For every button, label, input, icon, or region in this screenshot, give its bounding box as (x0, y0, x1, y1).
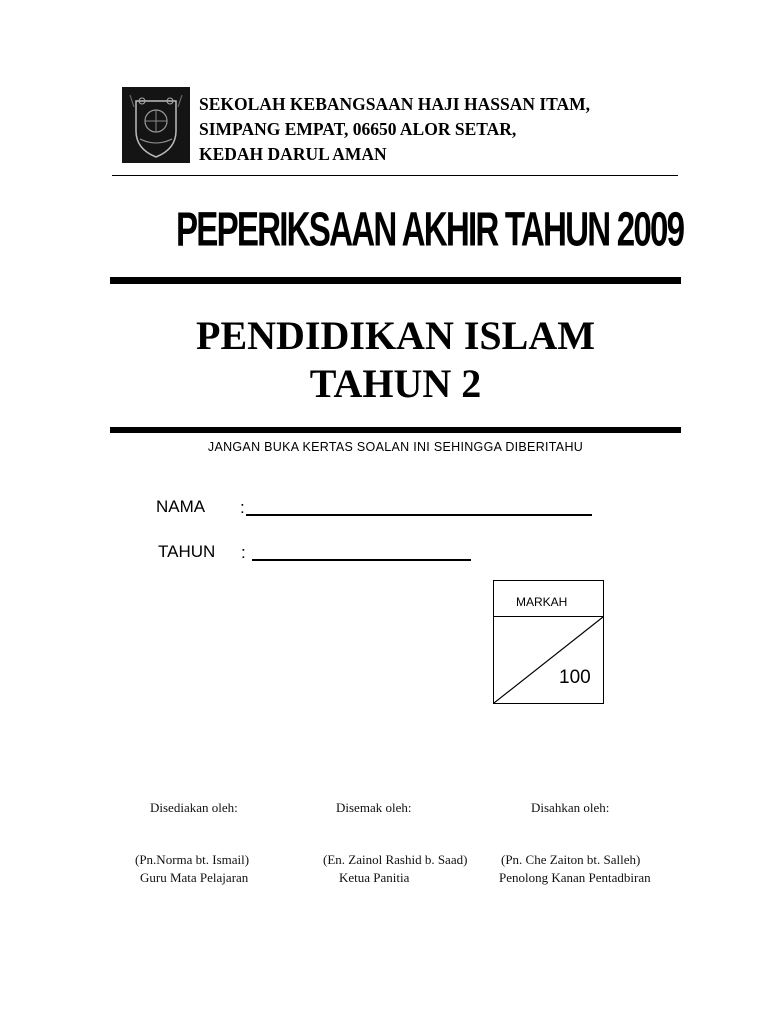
title-divider-top (110, 277, 681, 284)
year-input-line[interactable] (252, 559, 471, 561)
subject-block (110, 312, 681, 408)
instruction-text: JANGAN BUKA KERTAS SOALAN INI SEHINGGA DIBERITAHU (207, 440, 584, 454)
exam-title: PEPERIKSAAN AKHIR TAHUN 2009 (176, 201, 684, 256)
school-state: KEDAH DARUL AMAN (199, 144, 387, 164)
marks-label: MARKAH (516, 595, 568, 609)
school-name: SEKOLAH KEBANGSAAN HAJI HASSAN ITAM, (199, 94, 591, 114)
marks-diagonal-divider (494, 616, 603, 703)
school-address (199, 92, 590, 167)
name-label: NAMA (156, 497, 206, 516)
approved-by-title: Penolong Kanan Pentadbiran (499, 870, 651, 885)
name-colon: : (240, 498, 245, 517)
checked-by-title: Ketua Panitia (339, 870, 410, 885)
header-divider (112, 175, 678, 176)
approved-by-name: (Pn. Che Zaiton bt. Salleh) (501, 852, 641, 867)
approved-by-label: Disahkan oleh: (531, 800, 610, 815)
marks-box (493, 580, 604, 704)
school-crest-icon (122, 87, 190, 163)
school-address-line: SIMPANG EMPAT, 06650 ALOR SETAR, (199, 119, 517, 139)
checked-by-label: Disemak oleh: (336, 800, 412, 815)
checked-by-name: (En. Zainol Rashid b. Saad) (323, 852, 468, 867)
marks-total: 100 (559, 667, 591, 688)
prepared-by-label: Disediakan oleh: (150, 800, 238, 815)
subject-name: PENDIDIKAN ISLAM (196, 313, 595, 358)
title-divider-bottom (110, 427, 681, 433)
prepared-by-title: Guru Mata Pelajaran (140, 870, 249, 885)
subject-year: TAHUN 2 (309, 361, 482, 406)
marks-header (494, 581, 603, 617)
year-colon: : (241, 543, 246, 562)
prepared-by-name: (Pn.Norma bt. Ismail) (135, 852, 250, 867)
name-input-line[interactable] (246, 514, 592, 516)
year-label: TAHUN (158, 542, 216, 561)
